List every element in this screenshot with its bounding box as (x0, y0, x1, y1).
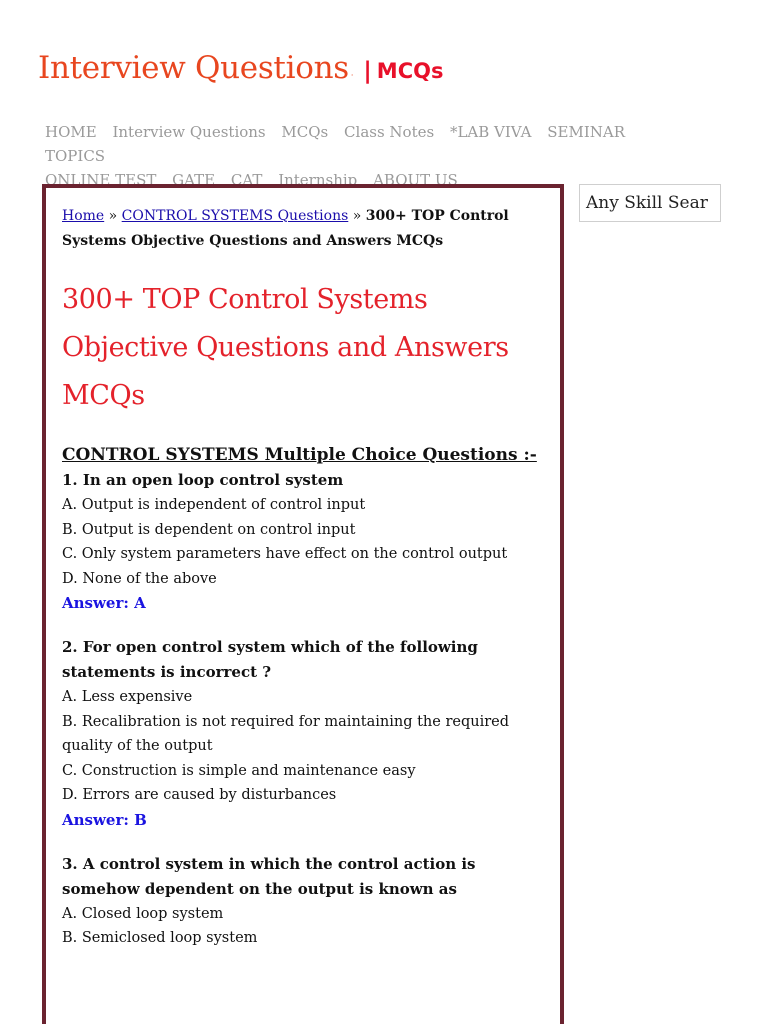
main-nav (45, 120, 685, 192)
nav-item-mcqs[interactable]: MCQs (281, 123, 329, 141)
question-text: 2. For open control system which of the following statements is incorrect ? (62, 638, 478, 681)
nav-item-internship[interactable]: Internship (278, 171, 358, 189)
option-b: B. Recalibration is not required for maintaining the required quality of the output (62, 713, 510, 754)
answer-text: Answer: A (62, 594, 146, 612)
breadcrumb-current: 300+ TOP Control Systems Objective Questions and Answers MCQs (62, 208, 509, 249)
site-header (38, 50, 443, 86)
question-item (62, 468, 544, 615)
option-c: C. Only system parameters have effect on the control output (62, 546, 508, 562)
option-b: B. Output is dependent on control input (62, 521, 356, 538)
breadcrumb-home-link[interactable]: Home (62, 208, 105, 224)
option-b: B. Semiclosed loop system (62, 930, 258, 946)
answer-text: Answer: B (62, 810, 147, 829)
nav-item-home[interactable]: HOME (45, 123, 97, 141)
option-c: C. Construction is simple and maintenance easy (62, 762, 416, 779)
nav-item-gate[interactable]: GATE (172, 171, 216, 189)
trademark-mark: · (350, 71, 354, 80)
page-title: 300+ TOP Control Systems Objective Questions and Answers MCQs (62, 284, 509, 411)
option-a: A. Closed loop system (62, 905, 224, 922)
option-d: D. Errors are caused by disturbances (62, 787, 337, 803)
nav-item-cat[interactable]: CAT (230, 171, 263, 189)
question-text: 1. In an open loop control system (62, 471, 344, 489)
question-item (62, 635, 544, 832)
nav-item-class-notes[interactable]: Class Notes (344, 123, 435, 141)
breadcrumb-category-link[interactable]: CONTROL SYSTEMS Questions (121, 208, 349, 224)
breadcrumb-separator: » (104, 208, 122, 224)
article-container (42, 184, 564, 1024)
search-input-value: Any Skill Sear (586, 193, 708, 213)
site-subtitle: MCQs (376, 59, 444, 83)
nav-item-interview-questions[interactable]: Interview Questions (112, 123, 266, 141)
question-item (62, 852, 544, 951)
option-d: D. None of the above (62, 570, 217, 587)
option-a: A. Output is independent of control input (62, 497, 366, 513)
nav-item-lab-viva[interactable]: *LAB VIVA (449, 123, 532, 141)
nav-item-online-test[interactable]: ONLINE TEST (45, 171, 157, 189)
section-heading: CONTROL SYSTEMS Multiple Choice Questions :- (62, 445, 537, 465)
title-separator: | (363, 58, 372, 84)
search-input[interactable] (579, 184, 721, 222)
site-title-link[interactable]: Interview Questions (38, 50, 349, 86)
breadcrumb (62, 204, 544, 254)
nav-item-seminar-topics[interactable]: SEMINAR TOPICS (45, 123, 626, 165)
option-a: A. Less expensive (62, 689, 193, 705)
question-text: 3. A control system in which the control action is somehow dependent on the output is known as (62, 854, 476, 898)
breadcrumb-separator: » (348, 208, 366, 224)
nav-item-about-us[interactable]: ABOUT US (373, 171, 458, 189)
